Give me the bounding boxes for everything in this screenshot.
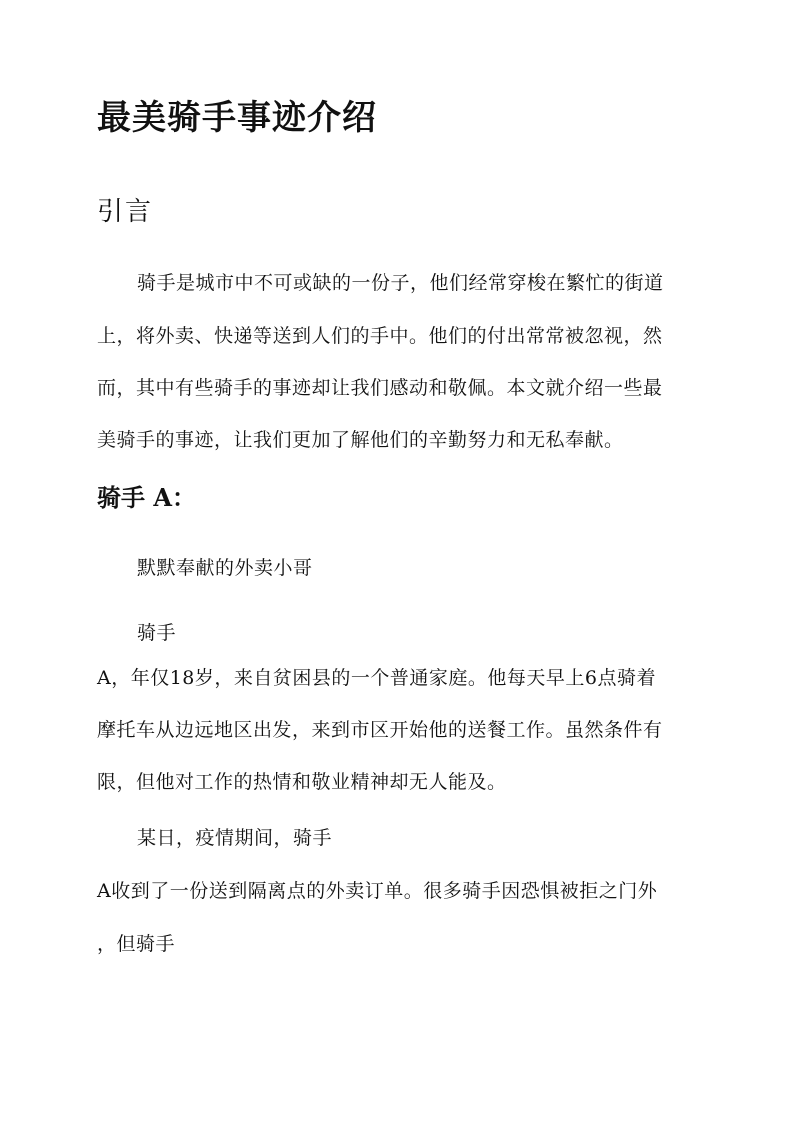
intro-line-3: 而，其中有些骑手的事迹却让我们感动和敬佩。本文就介绍一些最 [97, 377, 663, 399]
rider-a-subtitle: 默默奉献的外卖小哥 [137, 557, 313, 579]
intro-line-1: 骑手是城市中不可或缺的一份子，他们经常穿梭在繁忙的街道 [137, 272, 664, 294]
intro-line-2: 上，将外卖、快递等送到人们的手中。他们的付出常常被忽视，然 [97, 325, 663, 347]
rider-a-para1-lead: 骑手 [137, 622, 177, 644]
rider-a-para1-line-2: 摩托车从边远地区出发，来到市区开始他的送餐工作。虽然条件有 [97, 719, 663, 741]
rider-a-para2-line-1: A收到了一份送到隔离点的外卖订单。很多骑手因恐惧被拒之门外 [97, 880, 658, 902]
rider-a-para2-lead: 某日，疫情期间，骑手 [137, 827, 333, 849]
document-title: 最美骑手事迹介绍 [97, 98, 377, 138]
rider-a-para1-line-1: A，年仅18岁，来自贫困县的一个普通家庭。他每天早上6点骑着 [97, 667, 656, 689]
intro-line-4: 美骑手的事迹，让我们更加了解他们的辛勤努力和无私奉献。 [97, 429, 624, 451]
rider-a-para1-line-3: 限，但他对工作的热情和敬业精神却无人能及。 [97, 771, 507, 793]
section-heading-rider-a: 骑手 A： [97, 483, 196, 512]
rider-a-para2-line-2: ，但骑手 [97, 933, 176, 955]
section-heading-intro: 引言 [97, 197, 154, 227]
